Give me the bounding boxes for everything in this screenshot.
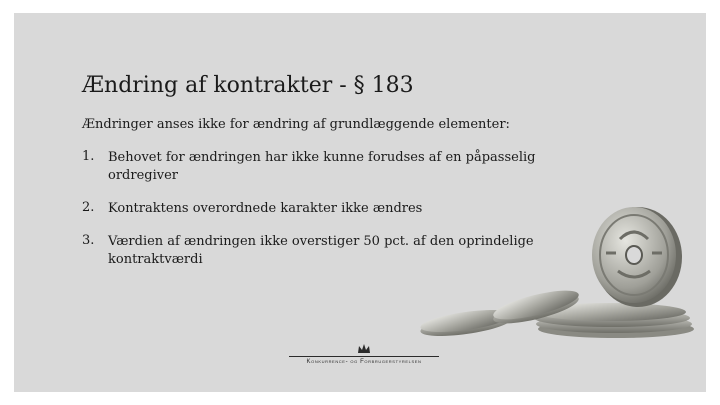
list-item [82, 149, 578, 185]
list-item-number: 2. [82, 200, 95, 215]
logo-text: Konkurrence- og Forbrugerstyrelsen [306, 359, 422, 365]
slide-title: Ændring af kontrakter - § 183 [82, 73, 414, 98]
slide [14, 13, 706, 392]
list-item-text: Kontraktens overordnede karakter ikke ændres [108, 201, 423, 216]
list-item-number: 3. [82, 233, 95, 248]
list-item-number: 1. [82, 149, 95, 164]
list-item-text: Værdien af ændringen ikke overstiger 50 pct. af den oprindelige kontraktværdi [108, 234, 534, 267]
logo-divider [289, 355, 439, 358]
intro-text: Ændringer anses ikke for ændring af grundlæggende elementer: [82, 117, 510, 132]
crown-icon [356, 343, 372, 355]
coins-image [406, 193, 696, 343]
agency-logo [284, 343, 444, 373]
list-item-text: Behovet for ændringen har ikke kunne forudses af en påpasselig ordregiver [108, 150, 536, 183]
